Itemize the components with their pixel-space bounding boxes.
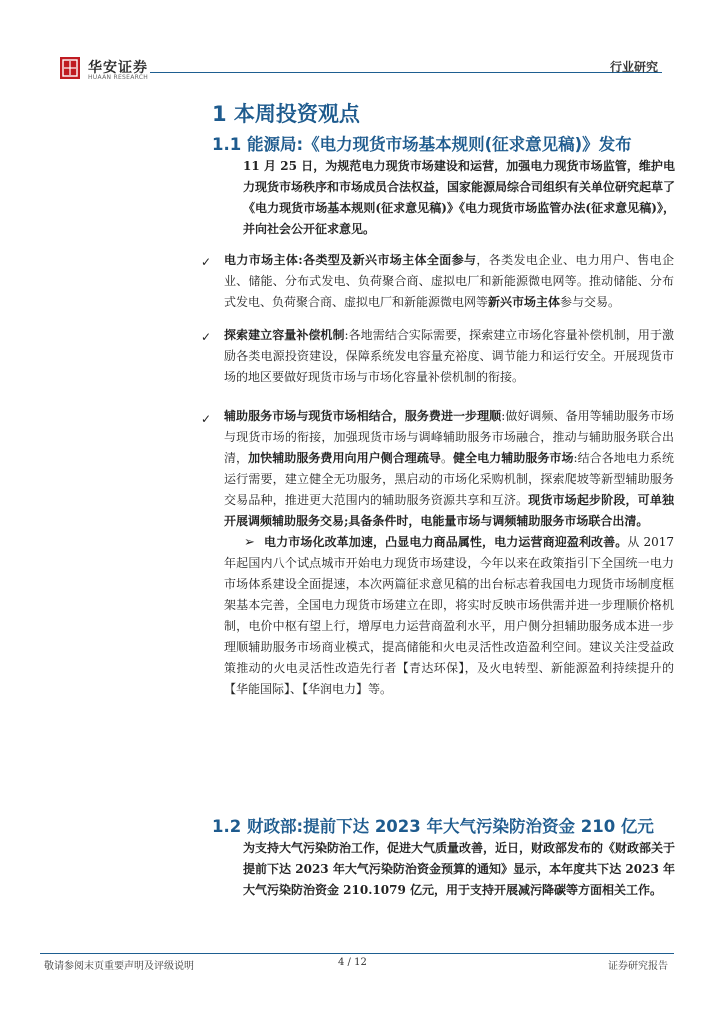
conclusion-text: ，及火电转型、新能源盈利持续提升的 <box>464 661 674 675</box>
bullet-lead: 辅助服务市场与现货市场相结合，服务费进一步理顺 <box>224 409 502 423</box>
bullet-capacity-compensation <box>224 325 674 388</box>
conclusion-end: 等。 <box>368 682 393 696</box>
bullet-text: :做好调频、备用等辅助服务市场与现货市场的衔接，加强现货市场与调峰辅助服务市场融合，推动与辅助服务联合出清， <box>224 409 674 465</box>
footer-rule <box>40 953 674 954</box>
report-category: 行业研究 <box>609 60 658 74</box>
conclusion-text: 从 2017 年起国内八个试点城市开始电力现货市场建设，今年以来在政策指引下全国统一电力市场体系建设全面提速，本次两篇征求意见稿的出台标志着我国电力现货市场制度框架基本完善，全国电力现货市场建立在即，将实时反映市场供需并进一步理顺价格机制，电价中枢有望上行，增厚电力运营商盈利水平，用户侧分担辅助服务成本进一步理顺辅助服务市场商业模式，提高储能和火电灵活性改造盈利空间。建议关注受益政策推动的火电灵活性改造先行者 <box>224 535 674 675</box>
bullet-text: :结合各地电力系统运行需要，建立健全无功服务，黑启动的市场化采购机制，探索爬坡等新型辅助服务交易品种，推进更大范围内的辅助服务资源共享和互济。 <box>224 451 674 507</box>
conclusion-paragraph <box>224 532 674 700</box>
bullet-text: 。 <box>440 451 453 465</box>
page-number: 4 / 12 <box>338 957 367 968</box>
bullet-text: :各地需结合实际需要，探索建立市场化容量补偿机制，用于激励各类电源投资建设，保障系统发电容量充裕度、调节能力和运行安全。开展现货市场的地区要做好现货市场与市场化容量补偿机制的衔接。 <box>224 328 674 384</box>
report-type: 证券研究报告 <box>608 961 668 972</box>
bullet-bold-phrase: 新兴市场主体 <box>488 295 561 309</box>
bullet-text: ，各类发电企业、电力用户、售电企业、储能、分布式发电、负荷聚合商、虚拟电厂和新能源微电网等。推动储能、分布式发电、负荷聚合商、虚拟电厂和新能源微电网等 <box>224 253 674 309</box>
bullet-lead: 电力市场主体:各类型及新兴市场主体全面参与 <box>224 253 477 267</box>
separator: 、 <box>290 682 303 696</box>
section-title: 1 本周投资观点 <box>212 102 360 126</box>
logo-seal-icon <box>60 57 80 79</box>
checkmark-icon: ✓ <box>201 255 212 269</box>
stock-ref: 【华润电力】 <box>302 682 369 696</box>
subsection-title-1: 1.1 能源局:《电力现货市场基本规则(征求意见稿)》发布 <box>212 135 632 154</box>
bullet-text-end: 参与交易。 <box>560 295 621 309</box>
stock-ref: 【青达环保】 <box>396 661 465 675</box>
arrow-icon: ➢ <box>244 535 255 550</box>
bullet-bold-phrase: 健全电力辅助服务市场 <box>453 451 574 465</box>
subsection-title-2: 1.2 财政部:提前下达 2023 年大气污染防治资金 210 亿元 <box>212 817 654 836</box>
bullet-bold-phrase: 现货市场起步阶段，可单独开展调频辅助服务交易;具备条件时，电能量市场与调频辅助服务市场联合出清。 <box>224 493 674 528</box>
bullet-bold-phrase: 加快辅助服务费用向用户侧合理疏导 <box>248 451 441 465</box>
header-rule <box>150 72 662 73</box>
intro-paragraph-2: 为支持大气污染防治工作，促进大气质量改善，近日，财政部发布的《财政部关于提前下达 2023 年大气污染防治资金预算的通知》显示，本年度共下达 2023 年大气污染防治资金 210.1079 亿元，用于支持开展减污降碳等方面相关工作。 <box>243 841 676 897</box>
stock-ref: 【华能国际】 <box>224 682 291 696</box>
conclusion-lead: 电力市场化改革加速，凸显电力商品属性，电力运营商迎盈利改善。 <box>264 535 628 549</box>
bullet-ancillary-services <box>224 406 674 532</box>
bullet-lead: 探索建立容量补偿机制 <box>224 328 345 342</box>
bullet-market-participants <box>224 250 674 313</box>
logo-name: 华安证券 <box>88 60 148 76</box>
footer-disclaimer: 敬请参阅末页重要声明及评级说明 <box>44 961 194 972</box>
intro-paragraph-1: 11 月 25 日，为规范电力现货市场建设和运营，加强电力现货市场监管，维护电力现货市场秩序和市场成员合法权益，国家能源局综合司组织有关单位研究起草了《电力现货市场基本规则(征求意见稿)》《电力现货市场监管办法(征求意见稿)》，并向社会公开征求意见。 <box>243 159 676 236</box>
checkmark-icon: ✓ <box>201 330 212 344</box>
checkmark-icon: ✓ <box>201 412 212 426</box>
logo-subtitle: HUAAN RESEARCH <box>88 74 149 81</box>
